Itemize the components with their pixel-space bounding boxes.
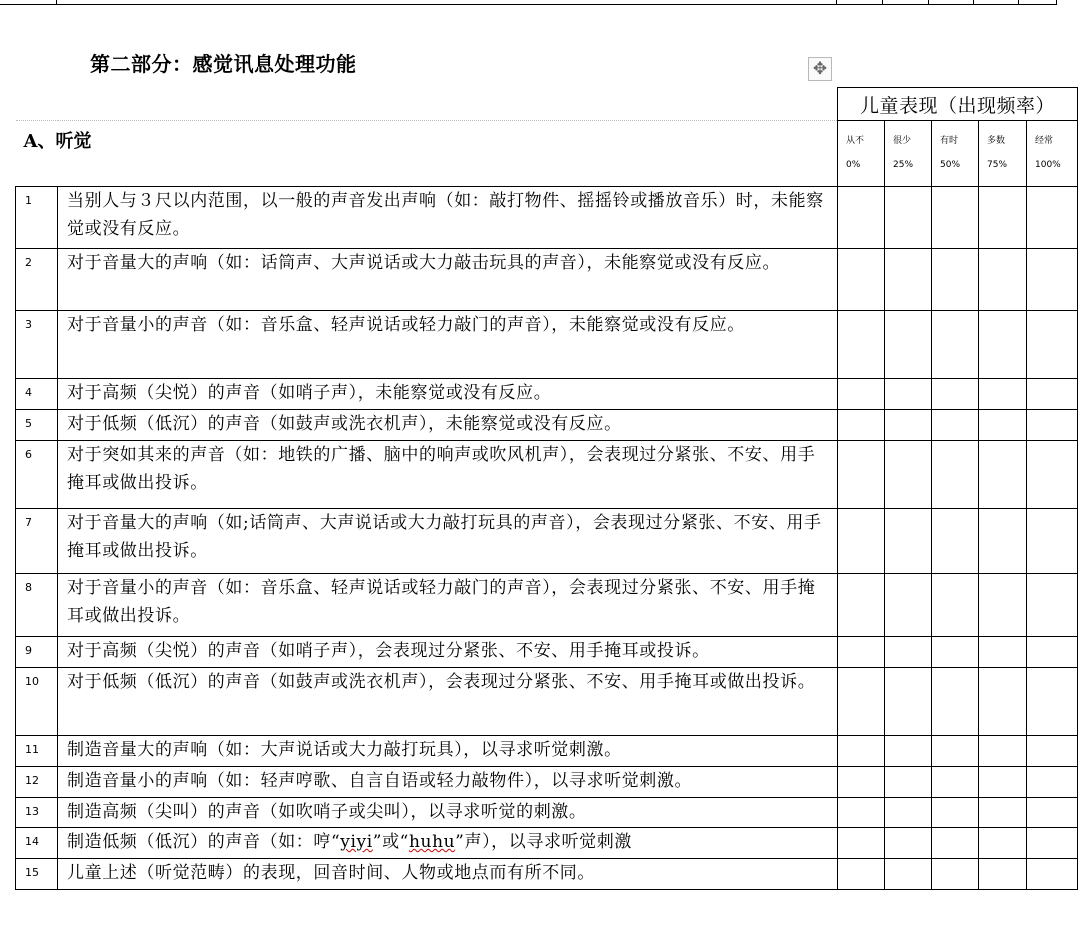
- table-row: [16, 859, 1078, 890]
- answer-cell[interactable]: [838, 187, 885, 249]
- answer-cell[interactable]: [1027, 410, 1078, 441]
- item-text: 对于音量大的声响（如：话筒声、大声说话或大力敲击玩具的声音），未能察觉或没有反应。: [58, 249, 838, 311]
- answer-cell[interactable]: [979, 668, 1027, 736]
- answer-cell[interactable]: [838, 828, 885, 859]
- answer-cell[interactable]: [932, 379, 979, 410]
- table-row: [16, 441, 1078, 509]
- answer-cell[interactable]: [979, 767, 1027, 798]
- item-number: 12: [16, 767, 58, 798]
- item-text: 对于高频（尖悦）的声音（如哨子声），会表现过分紧张、不安、用手掩耳或投诉。: [58, 637, 838, 668]
- table-row: [16, 410, 1078, 441]
- answer-cell[interactable]: [838, 859, 885, 890]
- answer-cell[interactable]: [838, 736, 885, 767]
- item-text: 制造高频（尖叫）的声音（如吹哨子或尖叫），以寻求听觉的刺激。: [58, 798, 838, 828]
- answer-cell[interactable]: [885, 249, 932, 311]
- freq-col-always: 经常 100%: [1027, 121, 1078, 187]
- item-number: 6: [16, 441, 58, 509]
- item-text: 儿童上述（听觉范畴）的表现，回音时间、人物或地点而有所不同。: [58, 859, 838, 890]
- answer-cell[interactable]: [932, 798, 979, 828]
- answer-cell[interactable]: [979, 637, 1027, 668]
- answer-cell[interactable]: [885, 574, 932, 637]
- item-number: 3: [16, 311, 58, 379]
- answer-cell[interactable]: [1027, 859, 1078, 890]
- answer-cell[interactable]: [838, 637, 885, 668]
- answer-cell[interactable]: [979, 828, 1027, 859]
- spell-check-word: huhu: [408, 832, 456, 852]
- answer-cell[interactable]: [885, 668, 932, 736]
- item-text: 对于音量小的声音（如：音乐盒、轻声说话或轻力敲门的声音），未能察觉或没有反应。: [58, 311, 838, 379]
- item-number: 5: [16, 410, 58, 441]
- answer-cell[interactable]: [1027, 187, 1078, 249]
- item-number: 2: [16, 249, 58, 311]
- item-number: 11: [16, 736, 58, 767]
- table-move-handle-icon[interactable]: ✥: [808, 57, 832, 81]
- answer-cell[interactable]: [885, 410, 932, 441]
- answer-cell[interactable]: [1027, 736, 1078, 767]
- section-heading: 第二部分：感觉讯息处理功能: [90, 52, 357, 76]
- answer-cell[interactable]: [932, 441, 979, 509]
- answer-cell[interactable]: [838, 574, 885, 637]
- freq-col-mostly: 多数 75%: [979, 121, 1027, 187]
- table-row: [16, 668, 1078, 736]
- answer-cell[interactable]: [932, 736, 979, 767]
- answer-cell[interactable]: [932, 668, 979, 736]
- item-number: 9: [16, 637, 58, 668]
- answer-cell[interactable]: [932, 311, 979, 379]
- table-row: [16, 187, 1078, 249]
- item-number: 10: [16, 668, 58, 736]
- answer-cell[interactable]: [838, 767, 885, 798]
- answer-cell[interactable]: [932, 574, 979, 637]
- answer-cell[interactable]: [838, 798, 885, 828]
- answer-cell[interactable]: [838, 379, 885, 410]
- freq-col-never: 从不 0%: [838, 121, 885, 187]
- item-text: 对于高频（尖悦）的声音（如哨子声），未能察觉或没有反应。: [58, 379, 838, 410]
- table-row: [16, 379, 1078, 410]
- answer-cell[interactable]: [979, 249, 1027, 311]
- answer-cell[interactable]: [1027, 379, 1078, 410]
- answer-cell[interactable]: [979, 736, 1027, 767]
- answer-cell[interactable]: [932, 509, 979, 574]
- answer-cell[interactable]: [932, 859, 979, 890]
- answer-cell[interactable]: [838, 509, 885, 574]
- auditory-questionnaire-table: [15, 87, 1078, 890]
- table-row: [16, 311, 1078, 379]
- item-text: 当别人与３尺以内范围，以一般的声音发出声响（如：敲打物件、摇摇铃或播放音乐）时，未能察觉或没有反应。: [58, 187, 838, 249]
- answer-cell[interactable]: [885, 859, 932, 890]
- table-row: [16, 574, 1078, 637]
- answer-cell[interactable]: [1027, 311, 1078, 379]
- answer-cell[interactable]: [1027, 574, 1078, 637]
- answer-cell[interactable]: [1027, 441, 1078, 509]
- answer-cell[interactable]: [885, 798, 932, 828]
- answer-cell[interactable]: [1027, 767, 1078, 798]
- answer-cell[interactable]: [979, 187, 1027, 249]
- answer-cell[interactable]: [979, 441, 1027, 509]
- answer-cell[interactable]: [1027, 668, 1078, 736]
- answer-cell[interactable]: [838, 311, 885, 379]
- answer-cell[interactable]: [932, 249, 979, 311]
- answer-cell[interactable]: [885, 767, 932, 798]
- item-text: 对于音量小的声音（如：音乐盒、轻声说话或轻力敲门的声音），会表现过分紧张、不安、用手掩耳或做出投诉。: [58, 574, 838, 637]
- answer-cell[interactable]: [885, 637, 932, 668]
- answer-cell[interactable]: [1027, 249, 1078, 311]
- spell-check-word: yiyi: [340, 832, 373, 852]
- item-text: 制造音量大的声响（如：大声说话或大力敲打玩具），以寻求听觉刺激。: [58, 736, 838, 767]
- item-number: 13: [16, 798, 58, 828]
- answer-cell[interactable]: [979, 509, 1027, 574]
- freq-col-rarely: 很少 25%: [885, 121, 932, 187]
- frequency-header: 儿童表现（出现频率）: [838, 88, 1078, 121]
- table-row: [16, 249, 1078, 311]
- answer-cell[interactable]: [838, 441, 885, 509]
- answer-cell[interactable]: [885, 509, 932, 574]
- answer-cell[interactable]: [979, 859, 1027, 890]
- freq-col-sometimes: 有时 50%: [932, 121, 979, 187]
- answer-cell[interactable]: [979, 311, 1027, 379]
- table-row: [16, 736, 1078, 767]
- answer-cell[interactable]: [838, 410, 885, 441]
- answer-cell[interactable]: [932, 637, 979, 668]
- item-text: 对于突如其来的声音（如：地铁的广播、脑中的响声或吹风机声），会表现过分紧张、不安、用手掩耳或做出投诉。: [58, 441, 838, 509]
- answer-cell[interactable]: [838, 249, 885, 311]
- answer-cell[interactable]: [885, 379, 932, 410]
- answer-cell[interactable]: [932, 187, 979, 249]
- answer-cell[interactable]: [885, 187, 932, 249]
- answer-cell[interactable]: [885, 828, 932, 859]
- answer-cell[interactable]: [885, 311, 932, 379]
- item-text: 制造低频（低沉）的声音（如：哼“yiyi”或“huhu”声），以寻求听觉刺激: [58, 828, 838, 859]
- answer-cell[interactable]: [1027, 828, 1078, 859]
- answer-cell[interactable]: [932, 410, 979, 441]
- previous-table-edge: [0, 0, 1080, 6]
- answer-cell[interactable]: [1027, 509, 1078, 574]
- answer-cell[interactable]: [932, 828, 979, 859]
- item-number: 14: [16, 828, 58, 859]
- item-number: 4: [16, 379, 58, 410]
- item-text: 制造音量小的声响（如：轻声哼歌、自言自语或轻力敲物件），以寻求听觉刺激。: [58, 767, 838, 798]
- item-number: 7: [16, 509, 58, 574]
- answer-cell[interactable]: [932, 767, 979, 798]
- item-text: 对于音量大的声响（如;话筒声、大声说话或大力敲打玩具的声音），会表现过分紧张、不安、用手掩耳或做出投诉。: [58, 509, 838, 574]
- table-row: [16, 637, 1078, 668]
- answer-cell[interactable]: [979, 379, 1027, 410]
- answer-cell[interactable]: [979, 798, 1027, 828]
- table-row: [16, 509, 1078, 574]
- table-row: [16, 828, 1078, 859]
- table-row: [16, 767, 1078, 798]
- answer-cell[interactable]: [885, 441, 932, 509]
- answer-cell[interactable]: [979, 410, 1027, 441]
- item-text: 对于低频（低沉）的声音（如鼓声或洗衣机声），未能察觉或没有反应。: [58, 410, 838, 441]
- answer-cell[interactable]: [838, 668, 885, 736]
- table-row: [16, 798, 1078, 828]
- item-number: 1: [16, 187, 58, 249]
- item-text: 对于低频（低沉）的声音（如鼓声或洗衣机声），会表现过分紧张、不安、用手掩耳或做出投诉。: [58, 668, 838, 736]
- answer-cell[interactable]: [1027, 637, 1078, 668]
- item-number: 15: [16, 859, 58, 890]
- answer-cell[interactable]: [1027, 798, 1078, 828]
- answer-cell[interactable]: [885, 736, 932, 767]
- item-number: 8: [16, 574, 58, 637]
- category-label: A、听觉: [16, 121, 838, 187]
- answer-cell[interactable]: [979, 574, 1027, 637]
